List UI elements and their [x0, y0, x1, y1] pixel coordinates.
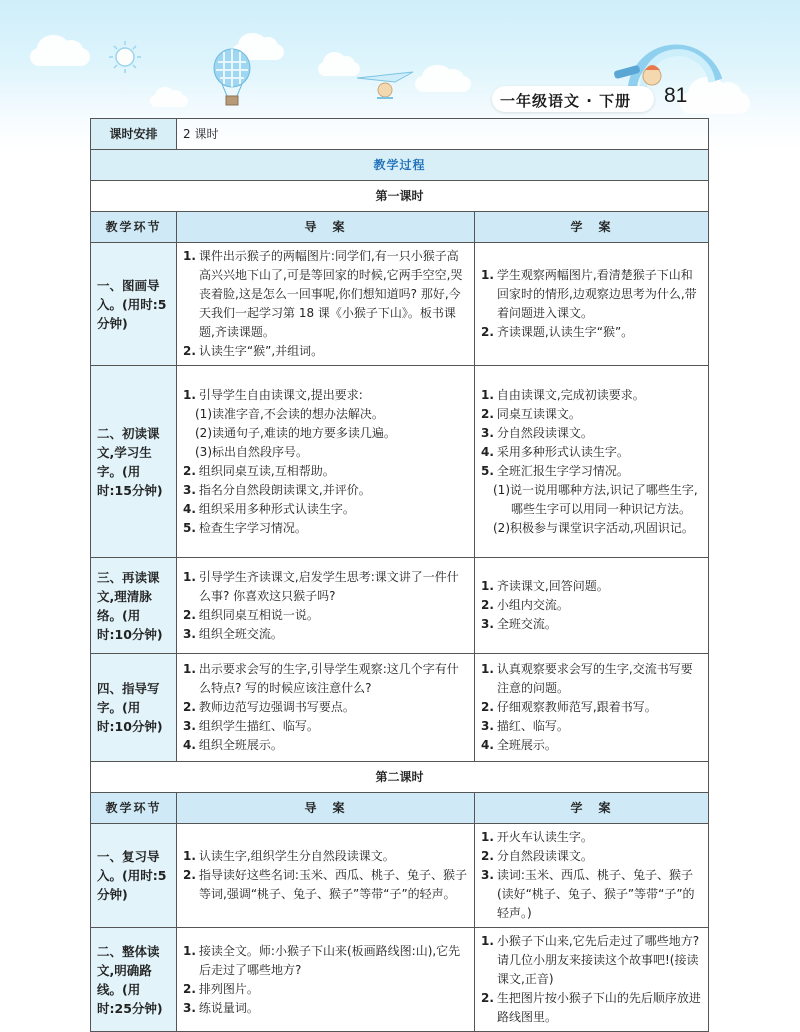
item-number: 1.	[481, 830, 494, 844]
learn-cell	[475, 366, 709, 558]
item-number: 2.	[183, 607, 196, 622]
item-number: 4.	[183, 738, 196, 752]
list-item	[183, 866, 468, 904]
learn-cell	[475, 928, 709, 1032]
item-number: 4.	[481, 738, 494, 752]
list-item	[481, 932, 702, 989]
item-text: 生把图片按小猴子下山的先后顺序放进路线图里。	[496, 991, 701, 1024]
cloud-decoration	[30, 48, 90, 66]
item-number: 1.	[481, 268, 494, 282]
item-text: (1)说一说用哪种方法,识记了哪些生字,哪些生字可以用同一种识记方法。	[493, 482, 698, 516]
guide-cell	[177, 928, 475, 1032]
learn-cell	[475, 558, 709, 654]
item-text: 描红、临写。	[496, 719, 569, 733]
list-item	[481, 266, 702, 323]
list-item	[183, 247, 468, 342]
stage-cell: 二、初读课文,学习生字。(用时:15分钟)	[91, 366, 177, 558]
list-item	[481, 443, 702, 462]
item-text: 指名分自然段朗读课文,并评价。	[198, 482, 371, 497]
item-text: 同桌互读课文。	[496, 406, 581, 421]
list-item	[481, 698, 702, 717]
list-item	[481, 577, 702, 596]
item-number: 5.	[481, 463, 494, 478]
item-text: 分自然段读课文。	[496, 425, 593, 440]
col-stage-header: 教学环节	[91, 793, 177, 824]
list-item	[183, 443, 468, 462]
list-item	[183, 386, 468, 405]
guide-list	[183, 568, 468, 644]
item-text: 自由读课文,完成初读要求。	[496, 387, 645, 402]
list-item	[183, 736, 468, 755]
list-item	[481, 386, 702, 405]
guide-cell	[177, 558, 475, 654]
item-text: 齐读课文,回答问题。	[496, 579, 609, 593]
item-number: 2.	[183, 344, 196, 358]
list-item	[183, 342, 468, 361]
table-row	[91, 366, 709, 558]
list-item	[183, 698, 468, 717]
col-learn-header: 学 案	[475, 793, 709, 824]
item-number: 1.	[183, 249, 196, 263]
item-number: 3.	[183, 1000, 196, 1015]
guide-list	[183, 660, 468, 755]
list-item	[481, 989, 702, 1027]
item-number: 4.	[183, 501, 196, 516]
hot-air-balloon-icon	[210, 48, 254, 110]
item-number: 1.	[183, 662, 196, 676]
item-text: 引导学生自由读课文,提出要求:	[198, 387, 363, 402]
list-item	[481, 847, 702, 866]
item-number: 2.	[481, 700, 494, 714]
item-number: 3.	[183, 626, 196, 641]
list-item	[183, 500, 468, 519]
list-item	[183, 424, 468, 443]
guide-cell	[177, 654, 475, 762]
list-item	[481, 736, 702, 755]
item-number: 3.	[481, 868, 494, 882]
item-text: 组织同桌互相说一说。	[198, 607, 319, 622]
item-text: 组织采用多种形式认读生字。	[198, 501, 355, 516]
col-guide-header: 导 案	[177, 212, 475, 243]
learn-list	[481, 660, 702, 755]
item-text: 认读生字“猴”,并组词。	[198, 344, 324, 358]
item-text: 全班交流。	[496, 617, 557, 631]
item-text: 组织全班展示。	[198, 738, 283, 752]
item-text: 组织同桌互读,互相帮助。	[198, 463, 335, 478]
item-number: 2.	[183, 700, 196, 714]
stage-cell: 二、整体读文,明确路线。(用时:25分钟)	[91, 928, 177, 1032]
table-row	[91, 558, 709, 654]
list-item	[183, 568, 468, 606]
guide-list	[183, 386, 468, 538]
learn-list	[481, 932, 702, 1027]
item-text: 采用多种形式认读生字。	[496, 444, 629, 459]
lesson-plan-table	[90, 118, 709, 1032]
guide-list	[183, 942, 468, 1018]
stage-cell: 一、复习导入。(用时:5分钟)	[91, 824, 177, 928]
item-text: (1)读准字音,不会读的想办法解决。	[195, 406, 384, 421]
lesson2-title: 第二课时	[91, 762, 709, 793]
guide-cell	[177, 824, 475, 928]
list-item	[183, 519, 468, 538]
item-number: 2.	[481, 325, 494, 339]
process-title: 教学过程	[91, 150, 709, 181]
item-number: 2.	[183, 981, 196, 996]
table-row	[91, 928, 709, 1032]
item-text: 全班展示。	[496, 738, 557, 752]
item-text: 练说量词。	[198, 1000, 259, 1015]
list-item	[183, 625, 468, 644]
list-item	[183, 481, 468, 500]
item-text: 组织学生描红、临写。	[198, 719, 319, 733]
item-number: 4.	[481, 444, 494, 459]
item-text: 仔细观察教师范写,跟着书写。	[496, 700, 657, 714]
learn-list	[481, 828, 702, 923]
item-number: 2.	[481, 598, 494, 612]
item-number: 1.	[183, 387, 196, 402]
table-row	[91, 654, 709, 762]
stage-cell: 四、指导写字。(用时:10分钟)	[91, 654, 177, 762]
schedule-row	[91, 119, 709, 150]
table-row	[91, 824, 709, 928]
list-item	[481, 405, 702, 424]
item-number: 2.	[481, 849, 494, 863]
stage-cell: 三、再读课文,理清脉络。(用时:10分钟)	[91, 558, 177, 654]
item-text: (2)积极参与课堂识字活动,巩固识记。	[493, 520, 694, 535]
list-item	[481, 660, 702, 698]
item-number: 2.	[183, 868, 196, 882]
learn-cell	[475, 654, 709, 762]
item-text: 读词:玉米、西瓜、桃子、兔子、猴子(读好“桃子、兔子、猴子”等带“子”的轻声。)	[496, 868, 695, 920]
item-text: (3)标出自然段序号。	[195, 444, 308, 459]
learn-list	[481, 577, 702, 634]
list-item	[481, 481, 702, 519]
list-item	[183, 462, 468, 481]
item-number: 1.	[183, 849, 196, 863]
guide-cell	[177, 243, 475, 366]
cloud-decoration	[415, 76, 471, 92]
item-text: 组织全班交流。	[198, 626, 283, 641]
item-number: 2.	[481, 991, 494, 1005]
item-text: (2)读通句子,难读的地方要多读几遍。	[195, 425, 396, 440]
list-item	[183, 942, 468, 980]
item-text: 小组内交流。	[496, 598, 569, 612]
list-item	[183, 717, 468, 736]
item-number: 3.	[481, 719, 494, 733]
item-text: 全班汇报生字学习情况。	[496, 463, 629, 478]
cloud-decoration	[318, 62, 360, 76]
list-item	[183, 980, 468, 999]
guide-list	[183, 847, 468, 904]
guide-list	[183, 247, 468, 361]
list-item	[183, 660, 468, 698]
list-item	[183, 606, 468, 625]
learn-cell	[475, 824, 709, 928]
column-header-row	[91, 212, 709, 243]
column-header-row	[91, 793, 709, 824]
list-item	[481, 866, 702, 923]
list-item	[481, 717, 702, 736]
list-item	[481, 323, 702, 342]
item-number: 1.	[481, 579, 494, 593]
item-number: 1.	[183, 569, 196, 584]
list-item	[481, 424, 702, 443]
stage-cell: 一、图画导入。(用时:5分钟)	[91, 243, 177, 366]
table-row	[91, 243, 709, 366]
item-number: 1.	[481, 387, 494, 402]
item-number: 1.	[183, 943, 196, 958]
col-stage-header: 教学环节	[91, 212, 177, 243]
item-text: 齐读课题,认读生字“猴”。	[496, 325, 634, 339]
list-item	[481, 828, 702, 847]
schedule-label: 课时安排	[91, 119, 177, 150]
item-number: 5.	[183, 520, 196, 535]
learn-list	[481, 386, 702, 538]
glider-icon	[355, 68, 415, 104]
learn-list	[481, 266, 702, 342]
book-title: 一年级语文 · 下册	[500, 92, 632, 110]
item-text: 出示要求会写的生字,引导学生观察:这几个字有什么特点? 写的时候应该注意什么?	[198, 662, 459, 695]
item-text: 接读全文。师:小猴子下山来(板画路线图:山),它先后走过了哪些地方?	[198, 943, 461, 977]
item-number: 3.	[183, 719, 196, 733]
item-text: 检查生字学习情况。	[198, 520, 307, 535]
col-learn-header: 学 案	[475, 212, 709, 243]
item-number: 3.	[481, 425, 494, 440]
item-text: 教师边范写边强调书写要点。	[198, 700, 355, 714]
item-number: 2.	[481, 406, 494, 421]
list-item	[481, 596, 702, 615]
cloud-decoration	[150, 95, 188, 107]
sun-icon	[108, 40, 142, 74]
item-text: 分自然段读课文。	[496, 849, 593, 863]
item-number: 1.	[481, 934, 494, 948]
item-text: 引导学生齐读课文,启发学生思考:课文讲了一件什么事? 你喜欢这只猴子吗?	[198, 569, 459, 603]
item-text: 开火车认读生字。	[496, 830, 593, 844]
list-item	[481, 462, 702, 481]
item-number: 3.	[183, 482, 196, 497]
item-text: 小猴子下山来,它先后走过了哪些地方? 请几位小朋友来接读这个故事吧!(接读课文,正音)	[496, 934, 700, 986]
guide-cell	[177, 366, 475, 558]
item-number: 1.	[481, 662, 494, 676]
schedule-value: 2 课时	[177, 119, 709, 150]
page-number: 81	[664, 84, 688, 107]
item-text: 认真观察要求会写的生字,交流书写要注意的问题。	[496, 662, 693, 695]
list-item	[183, 405, 468, 424]
item-number: 3.	[481, 617, 494, 631]
item-text: 排列图片。	[198, 981, 259, 996]
item-text: 认读生字,组织学生分自然段读课文。	[198, 849, 395, 863]
item-number: 2.	[183, 463, 196, 478]
list-item	[481, 615, 702, 634]
col-guide-header: 导 案	[177, 793, 475, 824]
list-item	[183, 847, 468, 866]
item-text: 课件出示猴子的两幅图片:同学们,有一只小猴子高高兴兴地下山了,可是等回家的时候,它两手空空,哭丧着脸,这是怎么一回事呢,你们想知道吗? 那好,今天我们一起学习第 18 课《小猴子下山》。板书课题,齐读课题。	[198, 249, 463, 339]
item-text: 学生观察两幅图片,看清楚猴子下山和回家时的情形,边观察边思考为什么,带着问题进入课文。	[496, 268, 697, 320]
list-item	[183, 999, 468, 1018]
list-item	[481, 519, 702, 538]
lesson1-title: 第一课时	[91, 181, 709, 212]
item-text: 指导读好这些名词:玉米、西瓜、桃子、兔子、猴子等词,强调“桃子、兔子、猴子”等带“子”的轻声。	[198, 868, 467, 901]
learn-cell	[475, 243, 709, 366]
